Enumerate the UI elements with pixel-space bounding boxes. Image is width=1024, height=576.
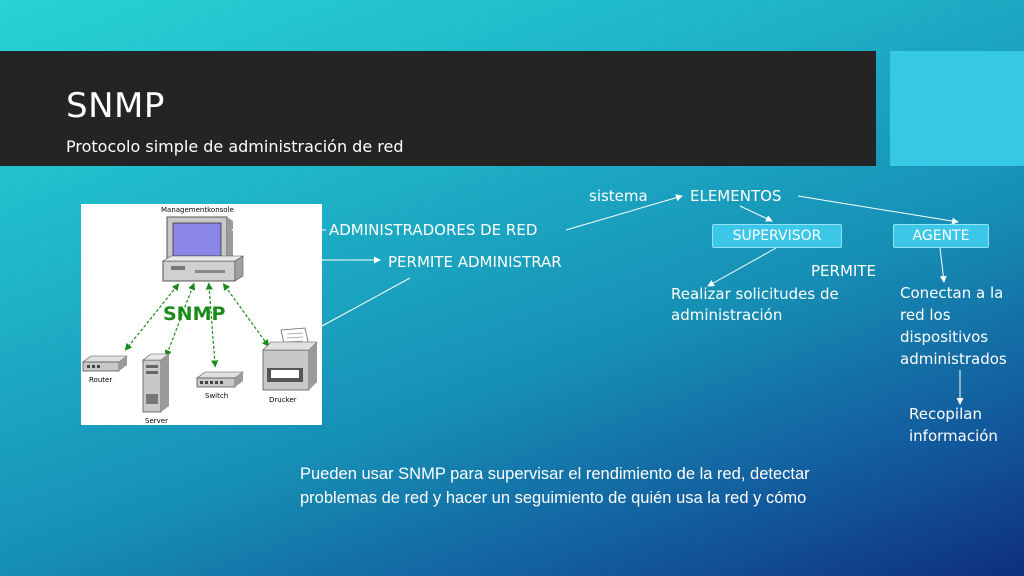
realizar-text: Realizar solicitudes de administración (671, 285, 839, 324)
arrow-agente-to-conectan (940, 248, 944, 282)
arrow-permite-to-image (322, 278, 410, 326)
slide-subtitle: Protocolo simple de administración de red (66, 137, 404, 156)
conectan-text: Conectan a la red los dispositivos administrados (900, 284, 1007, 368)
snmp-center-label: SNMP (163, 303, 226, 325)
permite-label: PERMITE (811, 262, 876, 280)
router-label: Router (89, 376, 113, 384)
footer-paragraph: Pueden usar SNMP para supervisar el rendimiento de la red, detectar problemas de red y hacer un seguimiento de quién usa la red y cómo (300, 465, 810, 507)
slide-title: SNMP (66, 86, 165, 126)
server-label: Server (145, 417, 168, 425)
permite-administrar-label: PERMITE ADMINISTRAR (388, 253, 562, 271)
switch-label: Switch (205, 392, 229, 400)
sistema-label: sistema (589, 187, 648, 205)
printer-label: Drucker (269, 396, 297, 404)
arrow-elementos-to-agente (798, 196, 958, 222)
console-label: Managementkonsole (161, 206, 234, 214)
arrow-supervisor-to-realizar (708, 248, 776, 286)
supervisor-box: SUPERVISOR (712, 224, 842, 248)
agente-box: AGENTE (893, 224, 989, 248)
elementos-label: ELEMENTOS (690, 187, 782, 205)
arrow-elementos-to-supervisor (740, 206, 772, 221)
administradores-label: ADMINISTRADORES DE RED (329, 221, 538, 239)
recopilan-text: Recopilan información (909, 405, 998, 445)
